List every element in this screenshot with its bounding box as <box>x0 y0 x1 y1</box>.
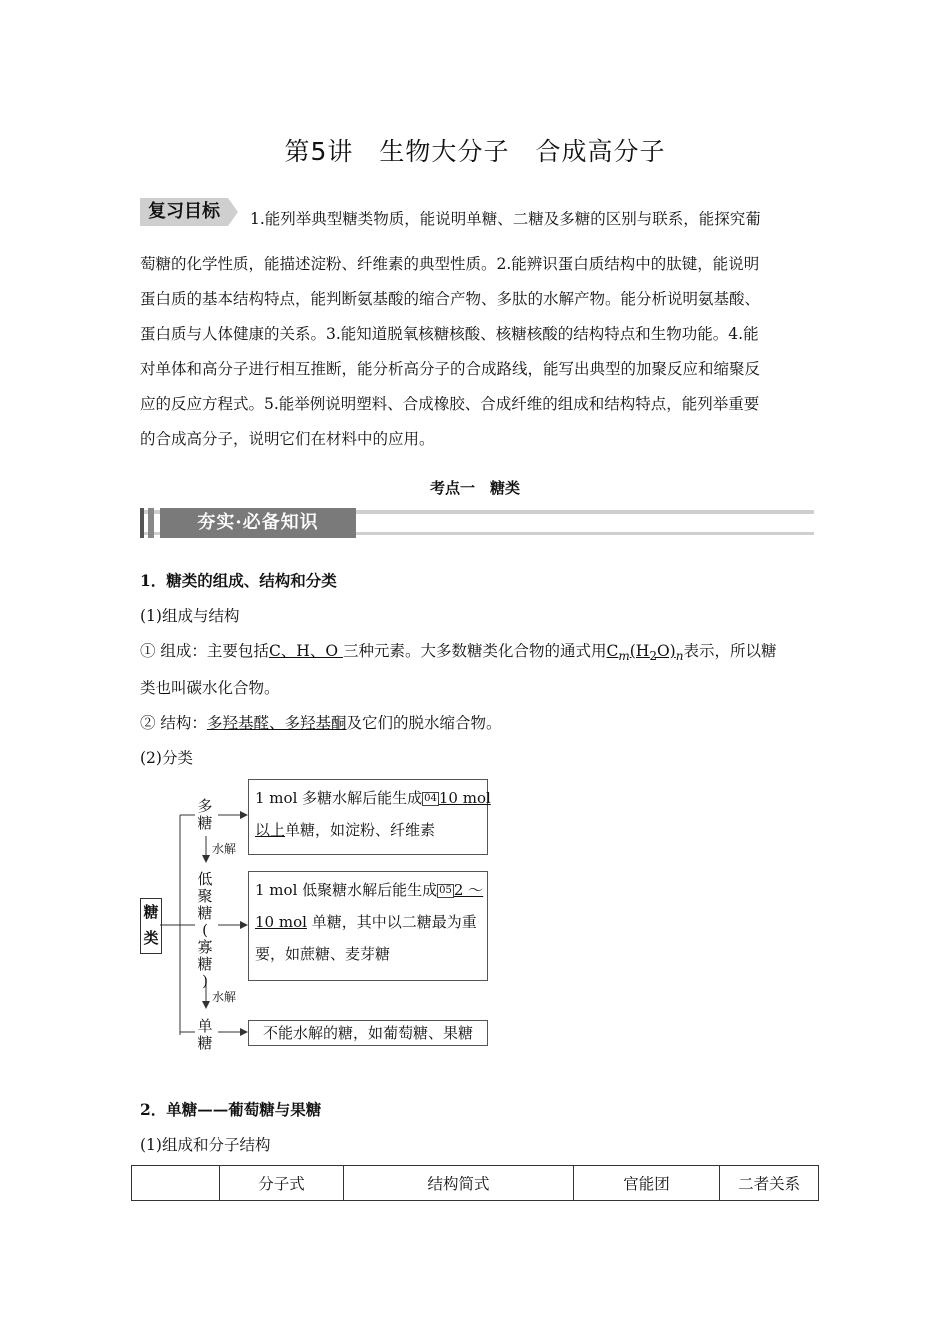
text: ② 结构： <box>140 714 207 732</box>
hydrolysis-label: 水解 <box>212 990 237 1004</box>
banner-stripe <box>140 508 144 538</box>
banner-stripe <box>148 508 154 538</box>
badge-arrow <box>228 198 238 226</box>
s2-heading: 2．单糖——葡萄糖与果糖 <box>140 1100 322 1119</box>
banner-label: 夯实·必备知识 <box>160 508 356 538</box>
composition-line2: 类也叫碳水化合物。 <box>140 679 280 697</box>
objective-line: 的合成高分子，说明它们在材料中的应用。 <box>140 430 435 448</box>
text: ① 组成：主要包括 <box>140 642 269 660</box>
table-header-cell: 二者关系 <box>720 1166 819 1201</box>
mono-box: 不能水解的糖，如葡萄糖、果糖 <box>248 1020 488 1046</box>
s1-sub2: (2)分类 <box>140 749 193 767</box>
page-title: 第5讲 生物大分子 合成高分子 <box>284 137 666 166</box>
objective-line: 萄糖的化学性质，能描述淀粉、纤维素的典型性质。2.能辨识蛋白质结构中的肽键，能说明 <box>140 255 760 273</box>
structure-line <box>140 713 501 733</box>
oligo-node: 低 聚 糖 ( 寡 糖 ) <box>197 870 213 990</box>
hydrolysis-label: 水解 <box>212 842 237 856</box>
s1-sub1: (1)组成与结构 <box>140 607 240 625</box>
s1-heading: 1．糖类的组成、结构和分类 <box>140 571 337 590</box>
composition-line <box>140 641 776 666</box>
objective-line: 应的反应方程式。5.能举例说明塑料、合成橡胶、合成纤维的组成和结构特点，能列举重要 <box>140 395 760 413</box>
table-header-cell: 结构简式 <box>344 1166 573 1201</box>
table-row <box>132 1166 819 1201</box>
answer-structure: 多羟基醛、多羟基酮 <box>206 714 347 732</box>
poly-box: 1 mol 多糖水解后能生成 04 10 mol 以上单糖，如淀粉、纤维素 <box>248 779 488 855</box>
objective-line: 1.能列举典型糖类物质，能说明单糖、二糖及多糖的区别与联系，能探究葡 <box>250 210 761 228</box>
text: 表示，所以糖 <box>683 642 777 660</box>
text: 及它们的脱水缩合物。 <box>346 714 502 732</box>
answer-elements: C、H、O <box>268 642 343 660</box>
section-heading: 考点一 糖类 <box>429 479 520 497</box>
table-header-cell <box>132 1166 220 1201</box>
table-header-cell: 分子式 <box>219 1166 344 1201</box>
objective-line: 对单体和高分子进行相互推断，能分析高分子的合成路线，能写出典型的加聚反应和缩聚反 <box>140 360 761 378</box>
answer-formula: $C_m(H_2O)_n$ <box>606 642 684 664</box>
poly-node: 多 糖 <box>197 797 213 832</box>
sugar-table <box>131 1165 819 1201</box>
mono-node: 单 糖 <box>197 1017 213 1052</box>
s2-sub1: (1)组成和分子结构 <box>140 1136 271 1154</box>
table-header-cell: 官能团 <box>573 1166 720 1201</box>
root-node: 糖 类 <box>140 898 162 954</box>
objective-line: 蛋白质与人体健康的关系。3.能知道脱氧核糖核酸、核糖核酸的结构特点和生物功能。4.能 <box>140 325 759 343</box>
text: 三种元素。大多数糖类化合物的通式用 <box>342 642 607 660</box>
objective-badge: 复习目标 <box>140 198 228 226</box>
oligo-box: 1 mol 低聚糖水解后能生成 05 2 ～ 10 mol 单糖，其中以二糖最为重 要，如蔗糖、麦芽糖 <box>248 871 488 981</box>
objective-line: 蛋白质的基本结构特点，能判断氨基酸的缩合产物、多肽的水解产物。能分析说明氨基酸、 <box>140 290 761 308</box>
